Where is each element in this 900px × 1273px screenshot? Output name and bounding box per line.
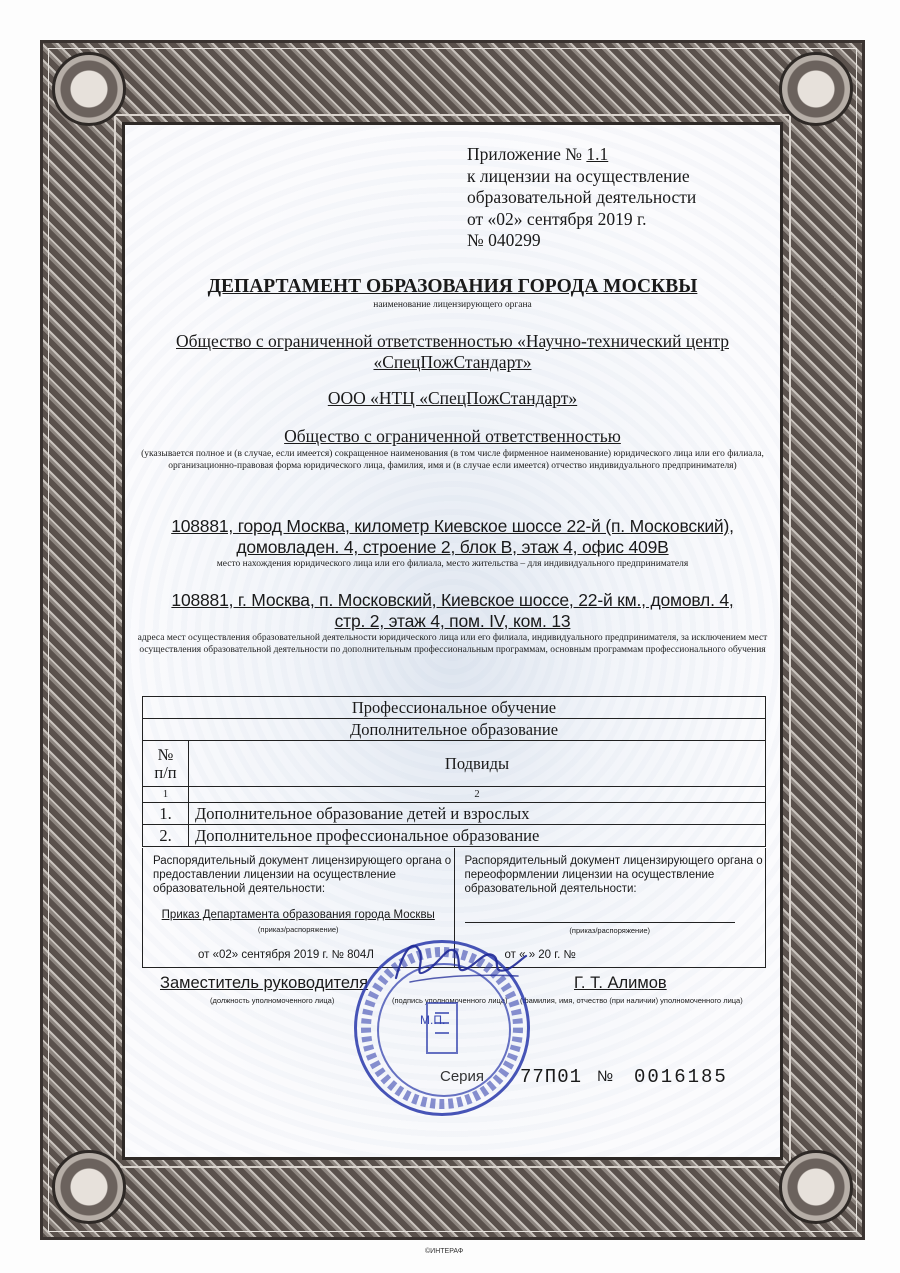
row-number: 2. [143, 825, 189, 847]
appendix-header [467, 144, 696, 252]
column-header-subtypes: Подвиды [189, 741, 766, 787]
authority-caption: наименование лицензирующего органа [373, 300, 532, 310]
license-number: № 040299 [467, 230, 541, 250]
appendix-line: образовательной деятельности [467, 187, 697, 207]
signer-position: Заместитель руководителя [160, 974, 369, 992]
column-header-number: № п/п [143, 741, 189, 787]
section-title: Дополнительное образование [143, 719, 766, 741]
education-kinds-table [142, 696, 766, 847]
document-content [122, 122, 783, 1160]
blank-number: 0016185 [634, 1066, 728, 1088]
licensee-short-name: ООО «НТЦ «СпецПожСтандарт» [327, 388, 578, 408]
series-label: Серия [440, 1068, 485, 1085]
licensee-legal-form: Общество с ограниченной ответственностью [284, 426, 621, 446]
grant-order-name: Приказ Департамента образования города Москвы [161, 909, 435, 921]
order-type-caption: (приказ/распоряжение) [569, 926, 651, 935]
series-code: 77П01 [520, 1066, 583, 1088]
activity-caption: адреса мест осуществления образовательной деятельности юридического лица или его филиала, индивидуального предпринимателя, за исключением мест осуществления образовательной деятельности по дополнительным профессиональным программам, основным программам профессионального обучения [137, 633, 768, 655]
grant-order-title: Распорядительный документ лицензирующего органа о предоставлении лицензии на осуществление образовательной деятельности: [153, 855, 452, 895]
appendix-number: 1.1 [586, 144, 609, 164]
activity-address: 108881, г. Москва, п. Московский, Киевское шоссе, 22-й км., домовл. 4, стр. 2, этаж 4, пом. IV, ком. 13 [171, 590, 734, 631]
column-index: 2 [189, 787, 766, 803]
location-caption: место нахождения юридического лица или его филиала, место жительства – для индивидуального предпринимателя [216, 559, 689, 569]
row-number: 1. [143, 803, 189, 825]
corner-rosette-icon [52, 1150, 126, 1224]
row-subtype: Дополнительное профессиональное образование [189, 825, 766, 847]
seal-mp-label: М.П. [420, 1013, 446, 1027]
reissue-order-title: Распорядительный документ лицензирующего органа о переоформлении лицензии на осуществление образовательной деятельности: [464, 855, 763, 895]
row-subtype: Дополнительное образование детей и взрослых [189, 803, 766, 825]
appendix-line: к лицензии на осуществление [467, 165, 690, 186]
handwritten-signature-icon [390, 930, 530, 990]
number-label: № [597, 1068, 614, 1085]
printer-mark: ©ИНТЕРАФ [425, 1248, 464, 1255]
column-index: 1 [143, 787, 189, 803]
appendix-label: Приложение № [467, 144, 587, 164]
licensee-full-name: Общество с ограниченной ответственностью «Научно-технический центр «СпецПожСтандарт» [176, 331, 729, 372]
name-caption: (фамилия, имя, отчество (при наличии) уполномоченного лица) [520, 996, 743, 1005]
section-title: Профессиональное обучение [143, 697, 766, 719]
position-caption: (должность уполномоченного лица) [210, 996, 335, 1005]
reissue-order-blank-line [465, 922, 735, 923]
table-row [143, 803, 766, 825]
corner-rosette-icon [779, 1150, 853, 1224]
table-row [143, 825, 766, 847]
grant-order-date: от «02» сентября 2019 г. № 804Л [198, 949, 374, 961]
licensee-caption: (указывается полное и (в случае, если имеется) сокращенное наименования (в том числе фирменное наименование) юридического лица или его филиала, организационно-правовая форма юридического лица, фамилия, имя и (в случае если имеется) отчество индивидуального предпринимателя) [141, 449, 764, 471]
corner-rosette-icon [52, 52, 126, 126]
signature-caption: (подпись уполномоченного лица) [392, 996, 508, 1005]
order-type-caption: (приказ/распоряжение) [257, 925, 339, 934]
signer-name: Г. Т. Алимов [574, 974, 667, 992]
corner-rosette-icon [779, 52, 853, 126]
appendix-date: от «02» сентября 2019 г. [467, 208, 647, 229]
authority-name: ДЕПАРТАМЕНТ ОБРАЗОВАНИЯ ГОРОДА МОСКВЫ [207, 276, 698, 297]
location-address: 108881, город Москва, километр Киевское шоссе 22-й (п. Московский), домовладен. 4, строение 2, блок В, этаж 4, офис 409В [171, 516, 734, 557]
reissue-order-date: от « » 20 г. № [504, 949, 576, 961]
